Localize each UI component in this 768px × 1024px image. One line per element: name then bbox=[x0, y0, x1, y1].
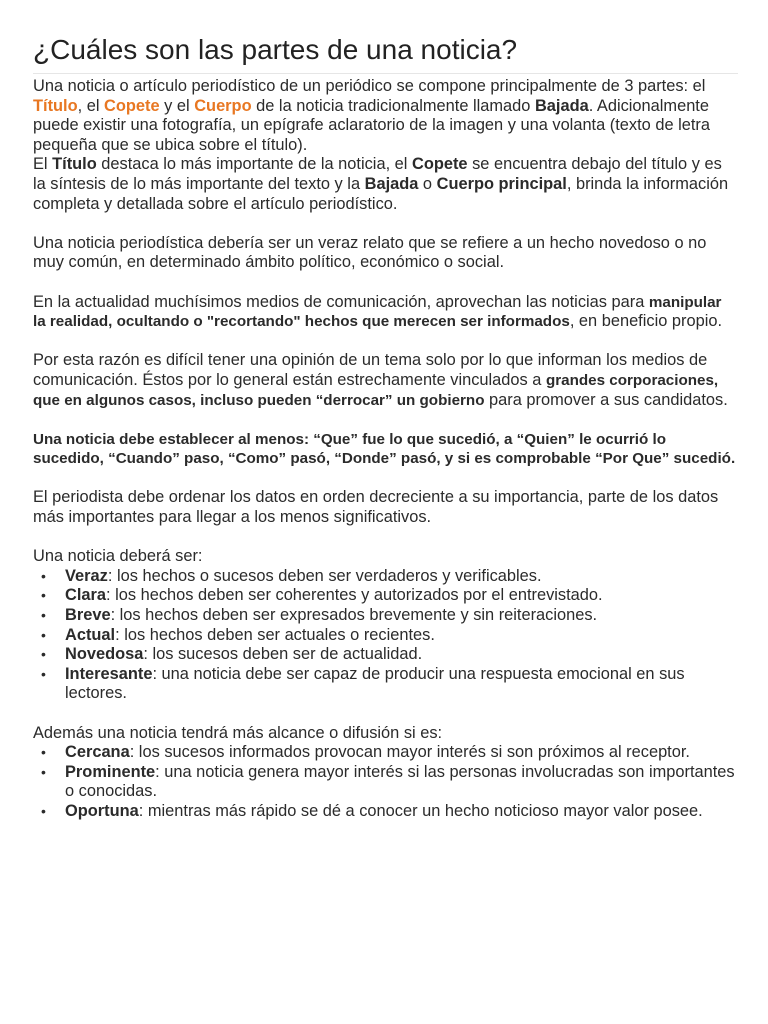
paragraph-definitions bbox=[33, 155, 738, 214]
text: , el bbox=[77, 96, 105, 115]
spacer bbox=[33, 410, 738, 430]
list-intro-alcance: Además una noticia tendrá más alcance o difusión si es: bbox=[33, 723, 443, 742]
list-item-desc: : los hechos deben ser expresados brevemente y sin reiteraciones. bbox=[110, 606, 598, 625]
list-item bbox=[65, 606, 738, 626]
quote-quien: “Quien” bbox=[516, 430, 575, 448]
paragraph-veraz-relato: Una noticia periodística debería ser un veraz relato que se refiere a un hecho novedoso o no muy común, en determinado ámbito político, económico o social. bbox=[33, 233, 707, 272]
list-item bbox=[65, 645, 738, 665]
paragraph-corporaciones bbox=[33, 351, 738, 410]
text: o bbox=[418, 174, 437, 193]
text: pasó, bbox=[286, 450, 335, 468]
text: Una noticia debe establecer al menos: bbox=[33, 430, 314, 448]
list-item-term: Actual bbox=[65, 625, 116, 644]
text: sucedió. bbox=[669, 450, 736, 468]
list-item-desc: : los hechos deben ser coherentes y autorizados por el entrevistado. bbox=[106, 586, 603, 605]
list-item bbox=[65, 802, 738, 822]
text: . Adicionalmente puede existir una fotografía, un epígrafe aclaratorio de la imagen y una volanta (texto de letra pequeña que se ubica sobre el título). bbox=[33, 96, 710, 154]
document-body bbox=[33, 77, 738, 822]
text: fue lo que sucedió, a bbox=[357, 430, 517, 448]
list-item bbox=[65, 743, 738, 763]
list-item-term: Breve bbox=[65, 606, 111, 625]
text: pasó, y si es comprobable bbox=[396, 450, 596, 468]
list-intro-caracteristicas: Una noticia deberá ser: bbox=[33, 547, 203, 566]
text: , brinda la información completa y detallada sobre el artículo periodístico. bbox=[33, 174, 729, 213]
list-item-desc: : los hechos deben ser actuales o recientes. bbox=[115, 625, 435, 644]
document-page bbox=[33, 32, 738, 822]
list-item-desc: : una noticia genera mayor interés si las personas involucradas son importantes o conocidas. bbox=[65, 762, 735, 801]
list-item-desc: : una noticia debe ser capaz de producir una respuesta emocional en sus lectores. bbox=[65, 664, 685, 703]
text: , en beneficio propio. bbox=[569, 312, 723, 331]
spacer bbox=[33, 528, 738, 548]
list-item bbox=[65, 665, 738, 704]
list-item-term: Cercana bbox=[65, 743, 130, 762]
bold-titulo: Título bbox=[52, 155, 97, 174]
list-item-term: Novedosa bbox=[65, 645, 144, 664]
paragraph-manipulacion bbox=[33, 293, 738, 332]
list-item-desc: : los sucesos informados provocan mayor interés si son próximos al receptor. bbox=[129, 743, 690, 762]
text: para promover a sus candidatos. bbox=[484, 390, 728, 409]
paragraph-cinco-w bbox=[33, 430, 738, 469]
list-item-desc: : los hechos o sucesos deben ser verdaderos y verificables. bbox=[107, 566, 542, 585]
text: El bbox=[33, 155, 53, 174]
paragraph-parts bbox=[33, 77, 738, 155]
bold-cuerpo-principal: Cuerpo principal bbox=[436, 174, 567, 193]
list-alcance bbox=[33, 743, 738, 821]
list-item bbox=[65, 586, 738, 606]
quote-cuando: “Cuando” bbox=[108, 450, 180, 468]
list-item-term: Clara bbox=[65, 586, 107, 605]
page-title: ¿Cuáles son las partes de una noticia? bbox=[33, 32, 738, 74]
text: y el bbox=[159, 96, 195, 115]
list-item-term: Prominente bbox=[65, 762, 156, 781]
text: En la actualidad muchísimos medios de comunicación, aprovechan las noticias para bbox=[33, 292, 649, 311]
bold-bajada: Bajada bbox=[534, 96, 589, 115]
paragraph-orden-datos: El periodista debe ordenar los datos en orden decreciente a su importancia, parte de los datos más importantes para llegar a los menos significativos. bbox=[33, 488, 719, 527]
quote-donde: “Donde” bbox=[334, 450, 397, 468]
bold-corporaciones: grandes corporaciones, que en algunos casos, incluso pueden “derrocar” un gobierno bbox=[33, 371, 719, 409]
list-item bbox=[65, 626, 738, 646]
list-item-desc: : mientras más rápido se dé a conocer un hecho noticioso mayor valor posee. bbox=[138, 801, 703, 820]
bold-copete: Copete bbox=[411, 155, 468, 174]
list-item bbox=[65, 763, 738, 802]
text: paso, bbox=[179, 450, 228, 468]
bold-bajada: Bajada bbox=[364, 174, 419, 193]
list-item bbox=[65, 567, 738, 587]
spacer bbox=[33, 214, 738, 234]
spacer bbox=[33, 273, 738, 293]
text: destaca lo más importante de la noticia, el bbox=[96, 155, 412, 174]
spacer bbox=[33, 469, 738, 489]
quote-como: “Como” bbox=[227, 450, 287, 468]
bold-manipular: manipular la realidad, ocultando o "recortando" hechos que merecen ser informados bbox=[33, 293, 722, 331]
quote-por-que: “Por Que” bbox=[595, 450, 670, 468]
highlight-cuerpo: Cuerpo bbox=[194, 96, 252, 115]
spacer bbox=[33, 332, 738, 352]
list-item-desc: : los sucesos deben ser de actualidad. bbox=[143, 645, 423, 664]
list-item-term: Interesante bbox=[65, 664, 153, 683]
text: Por esta razón es difícil tener una opinión de un tema solo por lo que informan los medios de comunicación. Éstos por lo general están estrechamente vinculados a bbox=[33, 351, 708, 389]
quote-que: “Que” bbox=[313, 430, 358, 448]
highlight-titulo: Título bbox=[33, 96, 78, 115]
text: le ocurrió lo sucedido, bbox=[33, 430, 666, 468]
spacer bbox=[33, 704, 738, 724]
text: se encuentra debajo del título y es la síntesis de lo más importante del texto y la bbox=[33, 155, 722, 193]
list-caracteristicas bbox=[33, 567, 738, 704]
text: de la noticia tradicionalmente llamado bbox=[251, 96, 535, 115]
highlight-copete: Copete bbox=[104, 96, 160, 115]
list-item-term: Veraz bbox=[65, 566, 108, 585]
list-item-term: Oportuna bbox=[65, 801, 139, 820]
text: Una noticia o artículo periodístico de un periódico se compone principalmente de 3 partes: el bbox=[33, 77, 706, 95]
